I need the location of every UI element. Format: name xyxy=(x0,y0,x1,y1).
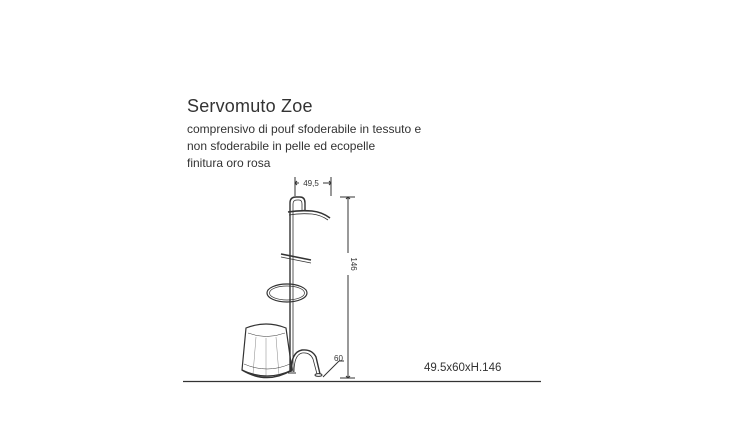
height-label: 146 xyxy=(349,257,358,271)
description-line-1: comprensivo di pouf sfoderabile in tessuto e xyxy=(187,122,422,136)
description-line-3: finitura oro rosa xyxy=(187,156,271,170)
height-dimension xyxy=(340,197,355,378)
depth-dimension xyxy=(323,361,344,377)
product-title: Servomuto Zoe xyxy=(187,96,313,116)
width-label: 49,5 xyxy=(303,179,319,188)
overall-dimensions: 49.5x60xH.146 xyxy=(424,362,502,374)
description-line-2: non sfoderabile in pelle ed ecopelle xyxy=(187,139,376,153)
valet-stand xyxy=(267,197,330,376)
pouf xyxy=(242,324,292,378)
depth-label: 60 xyxy=(334,354,343,363)
